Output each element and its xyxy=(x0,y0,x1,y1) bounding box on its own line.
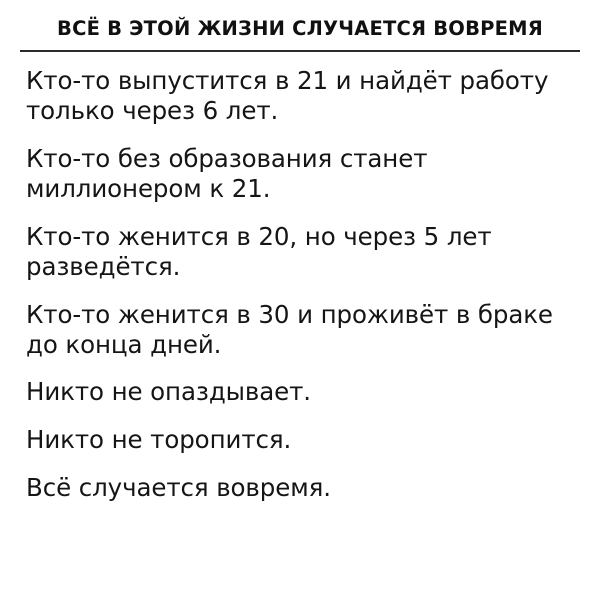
page-title: ВСЁ В ЭТОЙ ЖИЗНИ СЛУЧАЕТСЯ ВОВРЕМЯ xyxy=(57,17,543,40)
paragraph: Кто-то женится в 30 и проживёт в браке до конца дней. xyxy=(26,299,553,359)
document-body xyxy=(18,66,582,590)
paragraph: Кто-то женится в 20, но через 5 лет разведётся. xyxy=(26,221,492,281)
paragraph: Кто-то выпустится в 21 и найдёт работу только через 6 лет. xyxy=(26,66,549,126)
title-divider xyxy=(20,50,580,52)
paragraph: Никто не опаздывает. xyxy=(26,377,311,407)
paragraph: Всё случается вовремя. xyxy=(26,473,331,503)
paragraph: Кто-то без образования станет миллионером к 21. xyxy=(26,144,428,204)
paragraph: Никто не торопится. xyxy=(26,425,292,455)
